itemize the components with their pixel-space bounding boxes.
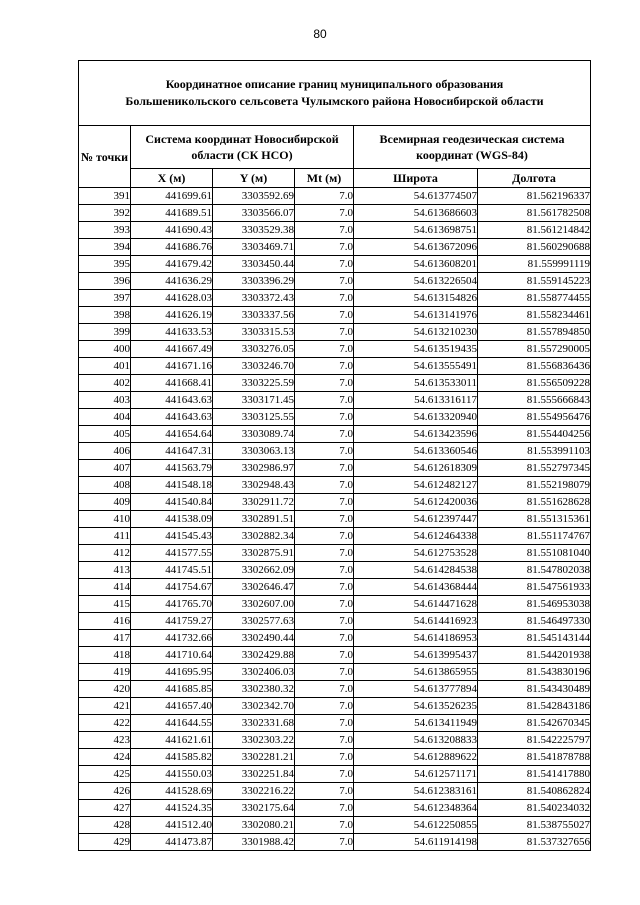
x-cell: 441765.70 [131,596,213,613]
x-cell: 441550.03 [131,766,213,783]
x-cell: 441647.31 [131,443,213,460]
header-longitude: Долгота [478,169,591,188]
y-cell: 3302911.72 [213,494,295,511]
table-row [79,290,591,307]
x-cell: 441685.85 [131,681,213,698]
point-number-cell: 404 [79,409,131,426]
point-number-cell: 427 [79,800,131,817]
latitude-cell: 54.612397447 [354,511,478,528]
point-number-cell: 416 [79,613,131,630]
point-number-cell: 400 [79,341,131,358]
latitude-cell: 54.613555491 [354,358,478,375]
table-row [79,256,591,273]
table-row [79,562,591,579]
mt-cell: 7.0 [295,426,354,443]
point-number-cell: 392 [79,205,131,222]
x-cell: 441626.19 [131,307,213,324]
header-latitude: Широта [354,169,478,188]
point-number-cell: 428 [79,817,131,834]
y-cell: 3303372.43 [213,290,295,307]
y-cell: 3303089.74 [213,426,295,443]
y-cell: 3302331.68 [213,715,295,732]
longitude-cell: 81.542670345 [478,715,591,732]
table-row [79,732,591,749]
header-wgs-system: Всемирная геодезическая система координат (WGS-84) [354,126,591,169]
table-row [79,834,591,851]
table-row [79,749,591,766]
point-number-cell: 412 [79,545,131,562]
latitude-cell: 54.614368444 [354,579,478,596]
latitude-cell: 54.612889622 [354,749,478,766]
mt-cell: 7.0 [295,647,354,664]
mt-cell: 7.0 [295,409,354,426]
latitude-cell: 54.613533011 [354,375,478,392]
x-cell: 441686.76 [131,239,213,256]
y-cell: 3302380.32 [213,681,295,698]
latitude-cell: 54.613777894 [354,681,478,698]
table-row [79,239,591,256]
mt-cell: 7.0 [295,664,354,681]
mt-cell: 7.0 [295,358,354,375]
latitude-cell: 54.613360546 [354,443,478,460]
coordinates-table [78,60,591,851]
y-cell: 3302891.51 [213,511,295,528]
latitude-cell: 54.614416923 [354,613,478,630]
longitude-cell: 81.540234032 [478,800,591,817]
point-number-cell: 429 [79,834,131,851]
mt-cell: 7.0 [295,749,354,766]
point-number-cell: 417 [79,630,131,647]
latitude-cell: 54.614471628 [354,596,478,613]
table-row [79,477,591,494]
x-cell: 441679.42 [131,256,213,273]
table-row [79,579,591,596]
point-number-cell: 402 [79,375,131,392]
table-body [79,188,591,851]
y-cell: 3303450.44 [213,256,295,273]
latitude-cell: 54.613865955 [354,664,478,681]
point-number-cell: 395 [79,256,131,273]
table-row [79,205,591,222]
title-line-1: Координатное описание границ муниципального образования [165,77,504,91]
longitude-cell: 81.551315361 [478,511,591,528]
table-row [79,324,591,341]
mt-cell: 7.0 [295,307,354,324]
x-cell: 441657.40 [131,698,213,715]
latitude-cell: 54.613411949 [354,715,478,732]
latitude-cell: 54.613316117 [354,392,478,409]
latitude-cell: 54.613208833 [354,732,478,749]
document-title [79,61,591,126]
table-row [79,698,591,715]
y-cell: 3302607.00 [213,596,295,613]
mt-cell: 7.0 [295,545,354,562]
x-cell: 441512.40 [131,817,213,834]
longitude-cell: 81.545143144 [478,630,591,647]
longitude-cell: 81.558774455 [478,290,591,307]
point-number-cell: 409 [79,494,131,511]
x-cell: 441644.55 [131,715,213,732]
longitude-cell: 81.546497330 [478,613,591,630]
longitude-cell: 81.557894850 [478,324,591,341]
y-cell: 3302662.09 [213,562,295,579]
table-row [79,426,591,443]
latitude-cell: 54.614186953 [354,630,478,647]
x-cell: 441671.16 [131,358,213,375]
header-point-number: № точки [79,126,131,188]
mt-cell: 7.0 [295,732,354,749]
header-y: Y (м) [213,169,295,188]
latitude-cell: 54.612250855 [354,817,478,834]
latitude-cell: 54.611914198 [354,834,478,851]
y-cell: 3302948.43 [213,477,295,494]
table-row [79,273,591,290]
y-cell: 3303566.07 [213,205,295,222]
x-cell: 441689.51 [131,205,213,222]
latitude-cell: 54.614284538 [354,562,478,579]
table-row [79,188,591,205]
y-cell: 3303469.71 [213,239,295,256]
longitude-cell: 81.547561933 [478,579,591,596]
longitude-cell: 81.555666843 [478,392,591,409]
table-row [79,358,591,375]
table-row [79,800,591,817]
point-number-cell: 391 [79,188,131,205]
x-cell: 441577.55 [131,545,213,562]
x-cell: 441563.79 [131,460,213,477]
latitude-cell: 54.613423596 [354,426,478,443]
table-row [79,545,591,562]
latitude-cell: 54.612482127 [354,477,478,494]
longitude-cell: 81.553991103 [478,443,591,460]
point-number-cell: 422 [79,715,131,732]
longitude-cell: 81.562196337 [478,188,591,205]
point-number-cell: 407 [79,460,131,477]
x-cell: 441695.95 [131,664,213,681]
point-number-cell: 393 [79,222,131,239]
longitude-cell: 81.551081040 [478,545,591,562]
longitude-cell: 81.541878788 [478,749,591,766]
point-number-cell: 394 [79,239,131,256]
mt-cell: 7.0 [295,222,354,239]
table-row [79,511,591,528]
y-cell: 3303246.70 [213,358,295,375]
x-cell: 441667.49 [131,341,213,358]
point-number-cell: 420 [79,681,131,698]
point-number-cell: 406 [79,443,131,460]
x-cell: 441654.64 [131,426,213,443]
latitude-cell: 54.613320940 [354,409,478,426]
mt-cell: 7.0 [295,375,354,392]
mt-cell: 7.0 [295,273,354,290]
mt-cell: 7.0 [295,681,354,698]
y-cell: 3302342.70 [213,698,295,715]
mt-cell: 7.0 [295,477,354,494]
y-cell: 3303337.56 [213,307,295,324]
point-number-cell: 425 [79,766,131,783]
latitude-cell: 54.613608201 [354,256,478,273]
table-row [79,783,591,800]
point-number-cell: 419 [79,664,131,681]
table-row [79,443,591,460]
y-cell: 3302986.97 [213,460,295,477]
mt-cell: 7.0 [295,256,354,273]
mt-cell: 7.0 [295,205,354,222]
table-row [79,307,591,324]
x-cell: 441732.66 [131,630,213,647]
table-row [79,647,591,664]
longitude-cell: 81.547802038 [478,562,591,579]
x-cell: 441473.87 [131,834,213,851]
x-cell: 441621.61 [131,732,213,749]
longitude-cell: 81.561214842 [478,222,591,239]
table-row [79,460,591,477]
title-line-2: Большеникольского сельсовета Чулымского района Новосибирской области [125,94,544,108]
x-cell: 441643.63 [131,392,213,409]
longitude-cell: 81.559991119 [478,256,591,273]
table-row [79,528,591,545]
latitude-cell: 54.613995437 [354,647,478,664]
x-cell: 441524.35 [131,800,213,817]
mt-cell: 7.0 [295,698,354,715]
y-cell: 3303225.59 [213,375,295,392]
mt-cell: 7.0 [295,630,354,647]
latitude-cell: 54.612348364 [354,800,478,817]
table-row [79,817,591,834]
longitude-cell: 81.558234461 [478,307,591,324]
y-cell: 3303171.45 [213,392,295,409]
y-cell: 3303396.29 [213,273,295,290]
point-number-cell: 423 [79,732,131,749]
mt-cell: 7.0 [295,324,354,341]
point-number-cell: 403 [79,392,131,409]
mt-cell: 7.0 [295,562,354,579]
longitude-cell: 81.560290688 [478,239,591,256]
y-cell: 3302080.21 [213,817,295,834]
y-cell: 3302882.34 [213,528,295,545]
table-row [79,630,591,647]
point-number-cell: 396 [79,273,131,290]
latitude-cell: 54.613526235 [354,698,478,715]
latitude-cell: 54.613698751 [354,222,478,239]
longitude-cell: 81.543430489 [478,681,591,698]
mt-cell: 7.0 [295,290,354,307]
longitude-cell: 81.544201938 [478,647,591,664]
x-cell: 441754.67 [131,579,213,596]
x-cell: 441628.03 [131,290,213,307]
point-number-cell: 408 [79,477,131,494]
x-cell: 441710.64 [131,647,213,664]
mt-cell: 7.0 [295,817,354,834]
y-cell: 3303315.53 [213,324,295,341]
y-cell: 3302175.64 [213,800,295,817]
table-row [79,409,591,426]
y-cell: 3303592.69 [213,188,295,205]
y-cell: 3301988.42 [213,834,295,851]
x-cell: 441759.27 [131,613,213,630]
mt-cell: 7.0 [295,239,354,256]
y-cell: 3302216.22 [213,783,295,800]
table-row [79,664,591,681]
longitude-cell: 81.540862824 [478,783,591,800]
point-number-cell: 421 [79,698,131,715]
latitude-cell: 54.613686603 [354,205,478,222]
x-cell: 441699.61 [131,188,213,205]
point-number-cell: 415 [79,596,131,613]
x-cell: 441643.63 [131,409,213,426]
longitude-cell: 81.552797345 [478,460,591,477]
longitude-cell: 81.554956476 [478,409,591,426]
table-row [79,341,591,358]
y-cell: 3303276.05 [213,341,295,358]
mt-cell: 7.0 [295,460,354,477]
table-row [79,681,591,698]
x-cell: 441633.53 [131,324,213,341]
header-local-system: Система координат Новосибирской области (СК НСО) [131,126,354,169]
latitude-cell: 54.612571171 [354,766,478,783]
mt-cell: 7.0 [295,579,354,596]
x-cell: 441538.09 [131,511,213,528]
point-number-cell: 424 [79,749,131,766]
table-row [79,613,591,630]
mt-cell: 7.0 [295,511,354,528]
table-row [79,494,591,511]
x-cell: 441545.43 [131,528,213,545]
mt-cell: 7.0 [295,800,354,817]
page-number: 80 [313,27,327,41]
point-number-cell: 399 [79,324,131,341]
point-number-cell: 401 [79,358,131,375]
table-row [79,392,591,409]
mt-cell: 7.0 [295,596,354,613]
latitude-cell: 54.613154826 [354,290,478,307]
latitude-cell: 54.613519435 [354,341,478,358]
latitude-cell: 54.612383161 [354,783,478,800]
y-cell: 3302429.88 [213,647,295,664]
point-number-cell: 410 [79,511,131,528]
y-cell: 3303063.13 [213,443,295,460]
longitude-cell: 81.537327656 [478,834,591,851]
point-number-cell: 426 [79,783,131,800]
longitude-cell: 81.554404256 [478,426,591,443]
longitude-cell: 81.552198079 [478,477,591,494]
mt-cell: 7.0 [295,766,354,783]
longitude-cell: 81.551628628 [478,494,591,511]
longitude-cell: 81.551174767 [478,528,591,545]
latitude-cell: 54.612464338 [354,528,478,545]
latitude-cell: 54.612753528 [354,545,478,562]
table-row [79,375,591,392]
point-number-cell: 413 [79,562,131,579]
x-cell: 441745.51 [131,562,213,579]
y-cell: 3302281.21 [213,749,295,766]
point-number-cell: 418 [79,647,131,664]
header-mt: Mt (м) [295,169,354,188]
y-cell: 3302577.63 [213,613,295,630]
longitude-cell: 81.542225797 [478,732,591,749]
table-row [79,596,591,613]
longitude-cell: 81.561782508 [478,205,591,222]
mt-cell: 7.0 [295,715,354,732]
y-cell: 3303125.55 [213,409,295,426]
longitude-cell: 81.556836436 [478,358,591,375]
mt-cell: 7.0 [295,392,354,409]
longitude-cell: 81.542843186 [478,698,591,715]
x-cell: 441540.84 [131,494,213,511]
latitude-cell: 54.613210230 [354,324,478,341]
x-cell: 441528.69 [131,783,213,800]
x-cell: 441548.18 [131,477,213,494]
mt-cell: 7.0 [295,341,354,358]
x-cell: 441690.43 [131,222,213,239]
y-cell: 3302406.03 [213,664,295,681]
point-number-cell: 414 [79,579,131,596]
mt-cell: 7.0 [295,834,354,851]
point-number-cell: 397 [79,290,131,307]
point-number-cell: 398 [79,307,131,324]
longitude-cell: 81.541417880 [478,766,591,783]
latitude-cell: 54.612618309 [354,460,478,477]
longitude-cell: 81.559145223 [478,273,591,290]
y-cell: 3302251.84 [213,766,295,783]
y-cell: 3302875.91 [213,545,295,562]
y-cell: 3302303.22 [213,732,295,749]
longitude-cell: 81.557290005 [478,341,591,358]
mt-cell: 7.0 [295,783,354,800]
longitude-cell: 81.556509228 [478,375,591,392]
mt-cell: 7.0 [295,443,354,460]
latitude-cell: 54.613774507 [354,188,478,205]
mt-cell: 7.0 [295,494,354,511]
y-cell: 3302646.47 [213,579,295,596]
longitude-cell: 81.538755027 [478,817,591,834]
mt-cell: 7.0 [295,613,354,630]
latitude-cell: 54.612420036 [354,494,478,511]
table-row [79,715,591,732]
point-number-cell: 411 [79,528,131,545]
mt-cell: 7.0 [295,528,354,545]
x-cell: 441585.82 [131,749,213,766]
mt-cell: 7.0 [295,188,354,205]
table-row [79,222,591,239]
x-cell: 441668.41 [131,375,213,392]
longitude-cell: 81.546953038 [478,596,591,613]
point-number-cell: 405 [79,426,131,443]
y-cell: 3303529.38 [213,222,295,239]
y-cell: 3302490.44 [213,630,295,647]
longitude-cell: 81.543830196 [478,664,591,681]
latitude-cell: 54.613672096 [354,239,478,256]
table-row [79,766,591,783]
latitude-cell: 54.613226504 [354,273,478,290]
x-cell: 441636.29 [131,273,213,290]
latitude-cell: 54.613141976 [354,307,478,324]
header-x: X (м) [131,169,213,188]
